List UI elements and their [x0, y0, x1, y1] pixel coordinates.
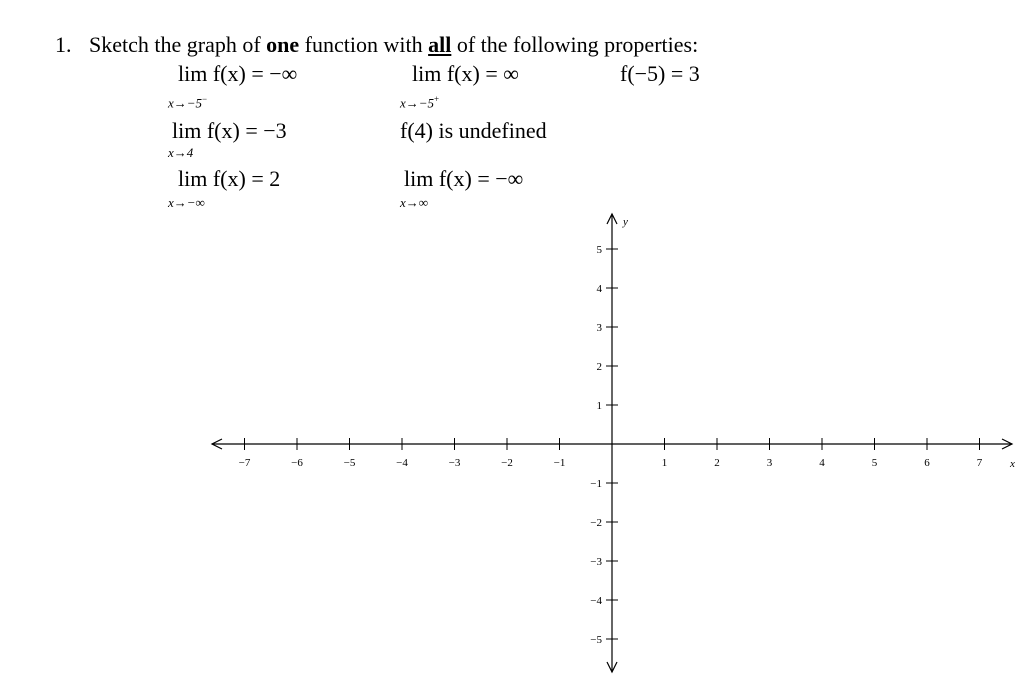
y-tick-label: 3: [596, 322, 602, 334]
x-tick-label: −2: [501, 457, 513, 469]
property-limit-4: lim f(x) = −3: [172, 118, 287, 143]
y-tick-label: −4: [590, 595, 602, 607]
x-axis-label: x: [1010, 458, 1015, 470]
x-tick-label: −4: [396, 457, 408, 469]
y-tick-label: −2: [590, 517, 602, 529]
property-limit-left-minus5: lim f(x) = −∞: [178, 61, 298, 86]
y-tick-label: −5: [590, 634, 602, 646]
question-text: 1. Sketch the graph of one function with all of the following properties:: [55, 32, 699, 57]
y-tick-label: 2: [596, 361, 602, 373]
y-tick-label: −3: [590, 556, 602, 568]
property-limit-neg-infinity: lim f(x) = 2: [178, 166, 281, 191]
x-tick-label: 2: [714, 457, 720, 469]
y-tick-label: 1: [596, 400, 602, 412]
property-limit-4-sub: x→4: [168, 145, 194, 160]
property-limit-pos-infinity: lim f(x) = −∞: [404, 166, 524, 191]
x-tick-label: 6: [924, 457, 930, 469]
property-limit-neg-infinity-sub: x→−∞: [168, 195, 205, 210]
x-tick-label: 7: [976, 457, 983, 469]
x-tick-label: −6: [291, 457, 303, 469]
y-tick-label: −1: [590, 478, 602, 490]
x-tick-label: −5: [343, 457, 356, 469]
x-tick-label: −7: [238, 457, 251, 469]
x-tick-label: 3: [766, 457, 773, 469]
property-limit-right-minus5-sub: x→−5+: [400, 94, 440, 111]
x-tick-label: −1: [553, 457, 566, 469]
x-tick-label: −3: [448, 457, 461, 469]
x-tick-label: 1: [661, 457, 668, 469]
property-limit-left-minus5-sub: x→−5−: [168, 94, 208, 111]
question-number: 1.: [55, 32, 72, 57]
y-tick-label: 4: [596, 283, 602, 295]
property-limit-right-minus5: lim f(x) = ∞: [412, 61, 519, 86]
x-tick-label: 4: [819, 457, 825, 469]
property-f4-undefined: f(4) is undefined: [400, 118, 547, 143]
property-f-minus5: f(−5) = 3: [620, 61, 700, 86]
y-axis-label: y: [623, 216, 628, 228]
y-tick-label: 5: [596, 244, 602, 256]
property-limit-pos-infinity-sub: x→∞: [400, 195, 429, 210]
x-tick-label: 5: [871, 457, 878, 469]
